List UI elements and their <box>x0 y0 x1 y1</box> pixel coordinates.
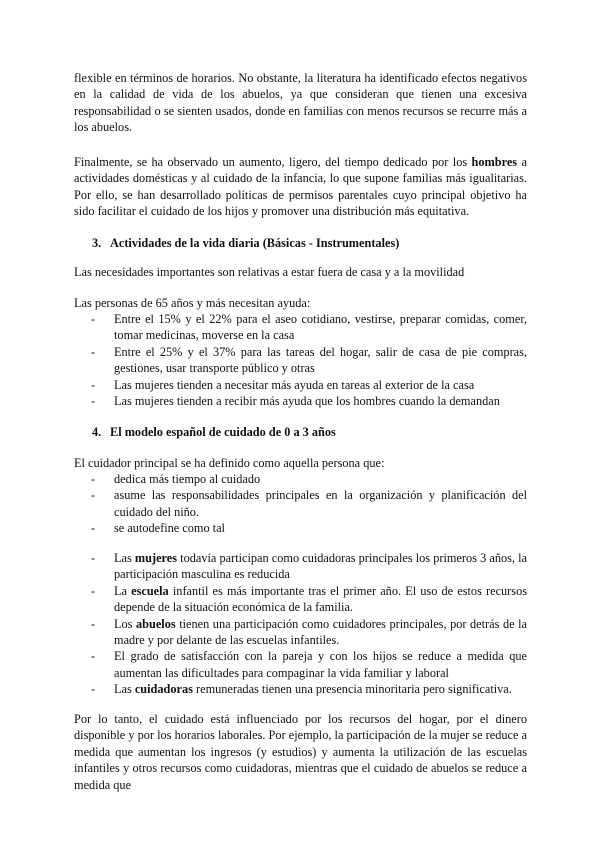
list-item-text: Entre el 25% y el 37% para las tareas del hogar, salir de casa de pie compras, gestiones, usar transporte público y otras <box>114 344 527 376</box>
list-item <box>74 648 527 681</box>
dash-bullet: - <box>91 616 96 631</box>
list-item-text: El grado de satisfacción con la pareja y con los hijos se reduce a medida que aumentan las dificultades para compaginar la vida familiar y laboral <box>114 649 527 680</box>
paragraph-conclusion: Por lo tanto, el cuidado está influenciado por los recursos del hogar, por el dinero disponible y por los horarios laborales. Por ejemplo, la participación de la mujer se reduce a medida que aumentan los ingresos (y estudios) y aumenta la utilización de las escuelas infantiles y otros recursos como cuidadoras, mientras que el cuidado de abuelos se reduce a medida que <box>74 712 527 792</box>
text-line-needs: Las necesidades importantes son relativas a estar fuera de casa y a la movilidad <box>74 265 465 279</box>
list-item-text: Las mujeres tienden a necesitar más ayuda en tareas al exterior de la casa <box>114 377 475 392</box>
dash-bullet: - <box>91 583 96 598</box>
list-caregiver-criteria <box>74 471 527 537</box>
bold-term-hombres: hombres <box>471 155 518 169</box>
dash-bullet: - <box>91 649 96 664</box>
dash-bullet: - <box>91 312 96 326</box>
dash-bullet: - <box>91 394 96 409</box>
list-item-text: Las <box>114 551 135 565</box>
list-item <box>74 520 527 536</box>
bold-term: abuelos <box>136 616 176 631</box>
list-item-text: asume las responsabilidades principales en la organización y planificación del cuidado del niño. <box>114 488 527 519</box>
bold-term: escuela <box>131 583 169 598</box>
list-item <box>74 616 527 649</box>
dash-bullet: - <box>91 682 96 697</box>
list-care-model <box>74 550 527 698</box>
bold-term: cuidadoras <box>134 682 193 697</box>
dash-bullet: - <box>91 472 96 486</box>
list-item <box>74 487 527 520</box>
list-item-text: Los <box>114 616 136 631</box>
list-item-text: todavía participan como cuidadoras principales los primeros 3 años, la participación masculina es reducida <box>114 551 527 582</box>
list-item-text: Entre el 15% y el 22% para el aseo cotidiano, vestirse, preparar comidas, comer, tomar medicinas, moverse en la casa <box>114 312 527 343</box>
section-heading-4 <box>92 424 336 440</box>
paragraph-grandparents: flexible en términos de horarios. No obstante, la literatura ha identificado efectos negativos en la calidad de vida de los abuelos, ya que consideran que tienen una excesiva responsabilidad o se sienten usados, donde en familias con menos recursos se recurre más a los abuelos. <box>74 71 527 135</box>
dash-bullet: - <box>91 344 96 359</box>
list-item <box>74 471 527 487</box>
list-item <box>74 377 527 393</box>
list-item-text: remuneradas tienen una presencia minoritaria pero significativa. <box>192 682 512 697</box>
paragraph-text: Finalmente, se ha observado un aumento, ligero, del tiempo dedicado por los <box>74 155 472 169</box>
list-item <box>74 583 527 616</box>
list-item-text: dedica más tiempo al cuidado <box>114 472 261 486</box>
section-title: Actividades de la vida diaria (Básicas - Instrumentales) <box>110 236 400 250</box>
list-item <box>74 393 527 409</box>
section-title: El modelo español de cuidado de 0 a 3 años <box>110 425 336 439</box>
list-item <box>74 550 527 583</box>
list-item-text: Las mujeres tienden a recibir más ayuda que los hombres cuando la demandan <box>114 394 500 409</box>
list-item <box>74 344 527 377</box>
bold-term: mujeres <box>134 551 178 565</box>
dash-bullet: - <box>91 377 96 392</box>
section-heading-3 <box>92 235 399 251</box>
dash-bullet: - <box>91 551 96 565</box>
list-item-text: La <box>114 583 132 598</box>
list-item <box>74 311 527 344</box>
list-item-text: Las <box>114 682 135 697</box>
dash-bullet: - <box>91 488 96 503</box>
list-item-text: tienen una participación como cuidadores principales, por detrás de la madre y por delante de las escuelas infantiles. <box>114 616 527 648</box>
paragraph-text: a actividades domésticas y al cuidado de la infancia, lo que supone familias más igualitarias. Por ello, se han desarrollado políticas de permisos parentales cuyo principal objetivo ha sido facilitar el cuidado de los hijos y promover una distribución más equitativa. <box>74 155 527 219</box>
list-item <box>74 681 527 697</box>
text-line-caregiver-def: El cuidador principal se ha definido como aquella persona que: <box>74 456 385 470</box>
section-number: 3. <box>92 236 102 250</box>
dash-bullet: - <box>91 521 96 536</box>
section-number: 4. <box>92 425 102 439</box>
paragraph-men-domestic <box>74 154 527 220</box>
list-item-text: infantil es más importante tras el primer año. El uso de estos recursos depende de la situación económica de la familia. <box>114 583 528 615</box>
text-line-65-years: Las personas de 65 años y más necesitan ayuda: <box>74 296 311 310</box>
list-daily-activities <box>74 311 527 409</box>
list-item-text: se autodefine como tal <box>114 521 225 536</box>
